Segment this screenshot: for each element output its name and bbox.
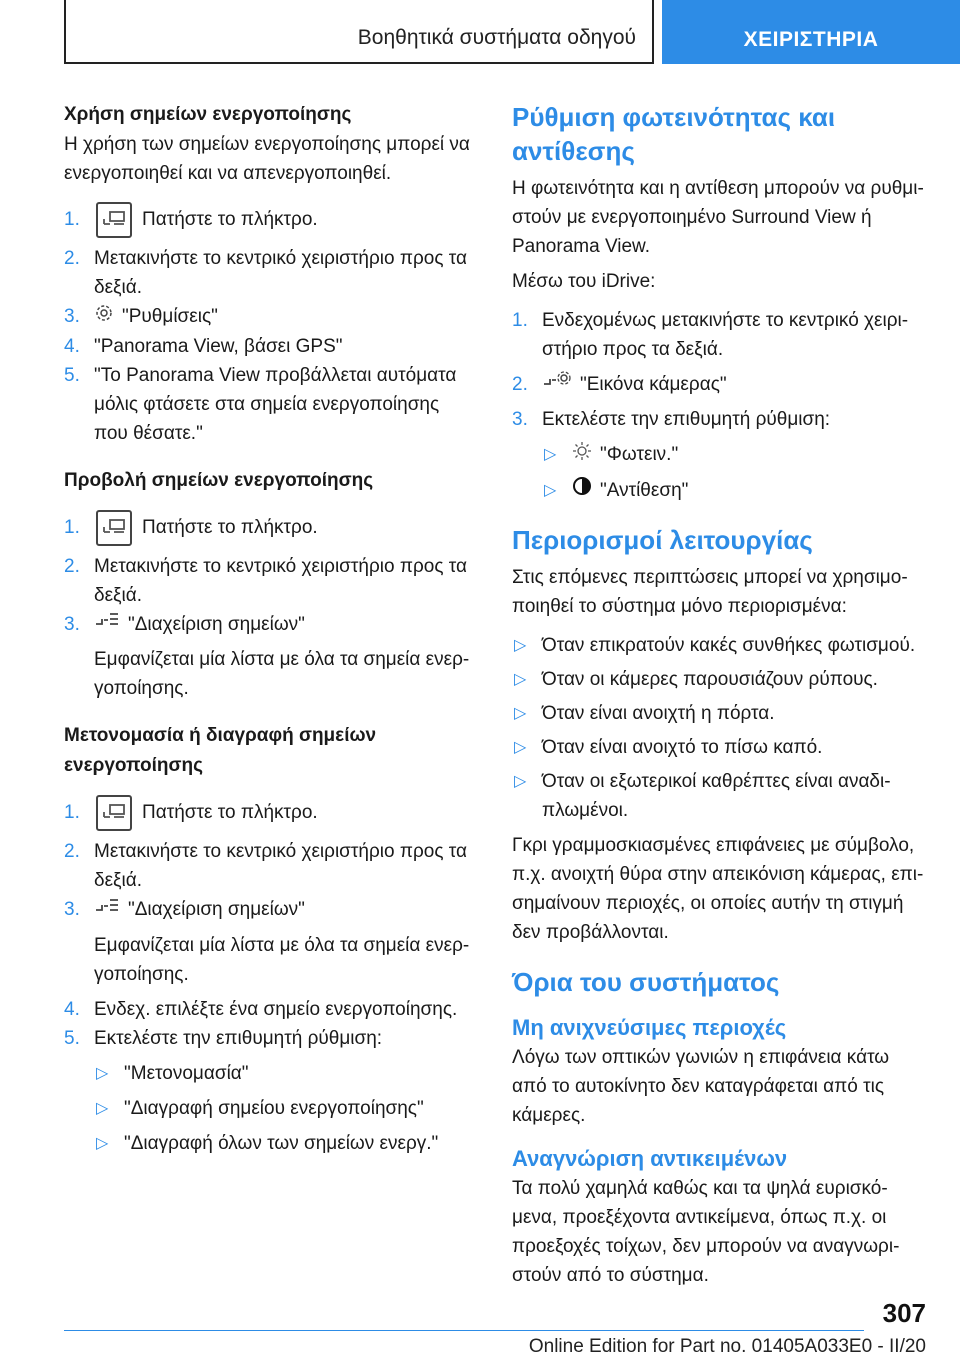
- view-heading: Προβολή σημείων ενεργοποίησης: [64, 469, 374, 491]
- list-item: ▷ "Μετονομασία": [64, 1059, 474, 1088]
- list-item: ▷ "Φωτειν.": [512, 440, 926, 469]
- list-item: 4. "Panorama View, βάσει GPS": [64, 335, 343, 357]
- use-steps: [64, 202, 474, 448]
- left-column: [64, 100, 474, 1158]
- triangle-bullet-icon: ▷: [544, 481, 557, 499]
- header-chapter-tab: [662, 0, 960, 64]
- use-heading: Χρήση σημείων ενεργοποίησης: [64, 104, 352, 125]
- list-item: 2. Μετακινήστε το κεντρικό χειριστήριο προς τα δεξιά.: [64, 555, 467, 606]
- undetectable-text: Λόγω των οπτικών γωνιών η επιφάνεια κάτω από το αυτοκίνητο δεν καταγράφεται από τις κάμερες.: [512, 1047, 890, 1127]
- undetectable-heading: Μη ανιχνεύσιμες περιοχές: [512, 1015, 787, 1041]
- triangle-bullet-icon: ▷: [96, 1064, 109, 1082]
- triangle-bullet-icon: ▷: [514, 739, 527, 757]
- limits-text: Στις επόμενες περιπτώσεις μπορεί να χρησιμοποιηθεί το σύστημα μόνο περιορισμένα:: [512, 567, 908, 618]
- list-item: 1. Πατήστε το πλήκτρο.: [64, 510, 474, 546]
- rename-heading: Μετονομασία ή διαγραφή σημείων ενεργοποίησης: [64, 725, 377, 776]
- triangle-bullet-icon: ▷: [544, 446, 557, 464]
- page-number: 307: [882, 1298, 926, 1328]
- rename-steps: [64, 795, 474, 925]
- rename-options: [64, 1059, 474, 1158]
- brightness-heading: Ρύθμιση φωτεινότητας και αντίθεσης: [512, 102, 836, 166]
- view-note: Εμφανίζεται μία λίστα με όλα τα σημεία ενεργοποίησης.: [94, 649, 470, 699]
- camera-button-icon: [96, 510, 132, 546]
- list-item: 1. Πατήστε το πλήκτρο.: [64, 795, 474, 831]
- list-item: 1. Πατήστε το πλήκτρο.: [64, 202, 474, 238]
- list-item: ▷ Όταν οι εξωτερικοί καθρέπτες είναι αναδιπλωμένοι.: [512, 767, 926, 825]
- list-item: 2. "Εικόνα κάμερας": [512, 370, 926, 399]
- list-item: 1. Ενδεχομένως μετακινήστε το κεντρικό χειριστήριο προς τα δεξιά.: [512, 310, 909, 360]
- list-item: ▷ "Διαγραφή όλων των σημείων ενεργ.": [64, 1129, 474, 1158]
- header-section-title: Βοηθητικά συστήματα οδηγού: [357, 26, 636, 49]
- page-header: [64, 0, 960, 66]
- list-item: ▷ Όταν είναι ανοιχτό το πίσω καπό.: [512, 733, 926, 762]
- triangle-bullet-icon: ▷: [514, 773, 527, 791]
- list-item: 3. "Διαχείριση σημείων": [64, 895, 474, 924]
- triangle-bullet-icon: ▷: [514, 705, 527, 723]
- view-steps: [64, 510, 474, 640]
- list-item: 2. Μετακινήστε το κεντρικό χειριστήριο προς τα δεξιά.: [64, 841, 467, 892]
- camera-button-icon: [96, 202, 132, 238]
- use-text: Η χρήση των σημείων ενεργοποίησης μπορεί να ενεργοποιηθεί και να απενεργοποιηθεί.: [64, 134, 470, 184]
- triangle-bullet-icon: ▷: [514, 637, 527, 655]
- list-item: ▷ "Διαγραφή σημείου ενεργοποίησης": [64, 1094, 474, 1123]
- list-item: 3. "Διαχείριση σημείων": [64, 610, 474, 639]
- rename-steps-cont: [64, 995, 474, 1053]
- header-chapter-label: ΧΕΙΡΙΣΤΗΡΙΑ: [743, 28, 879, 51]
- camera-button-icon: [96, 795, 132, 831]
- list-item: 3. "Ρυθμίσεις": [64, 302, 474, 331]
- list-item: ▷ Όταν επικρατούν κακές συνθήκες φωτισμού.: [512, 631, 926, 660]
- brightness-options: [512, 440, 926, 505]
- limits-after: Γκρι γραμμοσκιασμένες επιφάνειες με σύμβολο, π.χ. ανοιχτή θύρα στην απεικόνιση κάμερας, επισημαίνουν περιοχές, οι οποίες αυτήν τη στιγμή δεν προβάλλονται.: [512, 835, 924, 944]
- triangle-bullet-icon: ▷: [96, 1134, 109, 1152]
- list-item: ▷ "Αντίθεση": [512, 476, 926, 505]
- limits-heading: Περιορισμοί λειτουργίας: [512, 525, 813, 556]
- brightness-text: Η φωτεινότητα και η αντίθεση μπορούν να ρυθμιστούν με ενεργοποιημένο Surround View ή Panorama View.: [512, 178, 924, 257]
- list-item: ▷ Όταν είναι ανοιχτή η πόρτα.: [512, 699, 926, 728]
- list-item: ▷ Όταν οι κάμερες παρουσιάζουν ρύπους.: [512, 665, 926, 694]
- right-column: [512, 100, 926, 1290]
- objects-text: Τα πολύ χαμηλά καθώς και τα ψηλά ευρισκόμενα, προεξέχοντα αντικείμενα, όπως π.χ. οι προεξοχές τοίχων, δεν μπορούν να αναγνωριστούν από το σύστημα.: [512, 1178, 900, 1287]
- system-limits-heading: Όρια του συστήματος: [512, 967, 780, 998]
- limits-list: [512, 631, 926, 825]
- camera-settings-icon: [542, 370, 572, 399]
- header-section-box: [64, 0, 654, 64]
- gear-icon: [94, 303, 114, 332]
- footer-divider: [64, 1330, 864, 1331]
- triangle-bullet-icon: ▷: [96, 1099, 109, 1117]
- list-item: 5. "Το Panorama View προβάλλεται αυτόματα μόλις φτάσετε στα σημεία ενεργοποίησης που θέσατε.": [64, 364, 457, 444]
- brightness-steps: [512, 306, 926, 434]
- contrast-icon: [572, 476, 592, 505]
- points-management-icon: [94, 610, 120, 639]
- list-item: 4. Ενδεχ. επιλέξτε ένα σημείο ενεργοποίησης.: [64, 998, 458, 1020]
- sun-icon: [572, 441, 592, 470]
- list-item: 3. Εκτελέστε την επιθυμητή ρύθμιση:: [512, 409, 831, 431]
- triangle-bullet-icon: ▷: [514, 671, 527, 689]
- list-item: 2. Μετακινήστε το κεντρικό χειριστήριο προς τα δεξιά.: [64, 248, 467, 299]
- brightness-via: Μέσω του iDrive:: [512, 271, 656, 292]
- objects-heading: Αναγνώριση αντικειμένων: [512, 1146, 788, 1172]
- points-management-icon: [94, 896, 120, 925]
- list-item: 5. Εκτελέστε την επιθυμητή ρύθμιση:: [64, 1027, 383, 1049]
- footer-edition: Online Edition for Part no. 01405A033E0 - II/20: [528, 1336, 926, 1357]
- rename-note: Εμφανίζεται μία λίστα με όλα τα σημεία ενεργοποίησης.: [94, 934, 470, 985]
